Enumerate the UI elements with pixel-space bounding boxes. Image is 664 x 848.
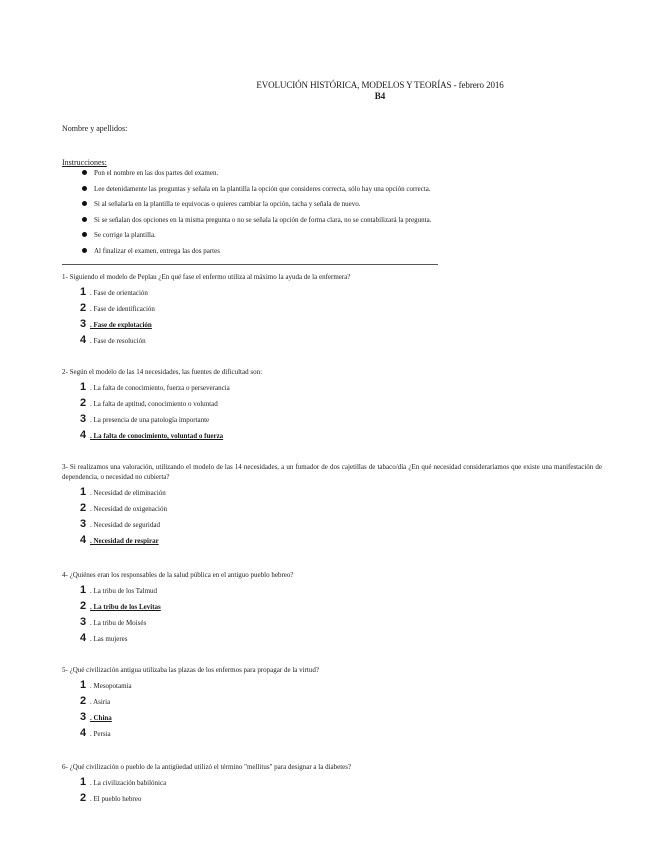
option: 3 . La tribu de Moisés	[80, 616, 147, 628]
option: 2 . La falta de aptitud, conocimiento o voluntad	[80, 397, 218, 409]
question-4	[62, 570, 602, 647]
instruction-item: Al finalizar el examen, entrega las dos partes	[80, 246, 431, 262]
bullet-icon	[82, 232, 87, 237]
question-text: 6- ¿Qué civilización o pueblo de la antigüedad utilizó el término "mellitus" para designar a la diabetes?	[62, 763, 352, 771]
option-correct: 2 . La tribu de los Levitas	[80, 600, 161, 612]
instruction-item: Se corrige la plantilla.	[80, 230, 431, 246]
question-text: 5- ¿Qué civilización antigua utilizaba las plazas de los enfermos para propagar de la virtud?	[62, 666, 319, 674]
option: 2 . Necesidad de oxigenación	[80, 502, 167, 514]
bullet-icon	[82, 248, 87, 253]
name-field-label: Nombre y apellidos:	[62, 124, 128, 133]
bullet-icon	[82, 201, 87, 206]
options-list	[80, 380, 602, 444]
question-text: 2- Según el modelo de las 14 necesidades, las fuentes de dificultad son:	[62, 368, 263, 376]
option-correct: 3 . Fase de explotación	[80, 318, 152, 330]
option: 1 . La tribu de los Talmud	[80, 584, 158, 596]
option: 1 . Necesidad de eliminación	[80, 486, 166, 498]
instructions-title: Instrucciones:	[62, 158, 107, 167]
options-list	[80, 678, 602, 742]
question-2	[62, 367, 602, 444]
option: 3 . Necesidad de seguridad	[80, 518, 160, 530]
instruction-item: Lee detenidamente las preguntas y señala en la plantilla la opción que consideres correcta, sólo hay una opción correcta.	[80, 184, 431, 200]
option: 2 . Fase de identificación	[80, 302, 155, 314]
bullet-icon	[82, 186, 87, 191]
option: 1 . La civilización babilónica	[80, 776, 167, 788]
question-text: 3- Si realizamos una valoración, utilizando el modelo de las 14 necesidades, a un fumador de dos cajetillas de tabaco/día ¿En qué necesidad consideraríamos que existe una manifestación de dependencia, o necesidad no cubierta?	[62, 463, 602, 481]
option: 4 . Fase de resolución	[80, 334, 146, 346]
instruction-item: Si se señalan dos opciones en la misma pregunta o no se señala la opción de forma clara, no se contabilizará la pregunta.	[80, 215, 431, 231]
option-correct: 3 . China	[80, 711, 112, 723]
question-text: 4- ¿Quiénes eran los responsables de la salud pública en el antiguo pueblo hebreo?	[62, 571, 294, 579]
option-correct: 4 . Necesidad de respirar	[80, 534, 159, 546]
options-list	[80, 583, 602, 647]
question-text: 1- Siguiendo el modelo de Peplau ¿En qué fase el enfermo utiliza al máximo la ayuda de la enfermera?	[62, 273, 351, 281]
options-list	[80, 775, 602, 807]
exam-version: B4	[374, 91, 386, 101]
option: 2 . Asiria	[80, 695, 111, 707]
bullet-icon	[82, 217, 87, 222]
divider	[62, 264, 438, 265]
option: 1 . Mesopotamia	[80, 679, 132, 691]
options-list	[80, 485, 602, 549]
instruction-item: Pon el nombre en las dos partes del examen.	[80, 168, 431, 184]
question-5	[62, 665, 602, 742]
question-6	[62, 762, 602, 807]
question-1	[62, 272, 602, 349]
option: 1 . Fase de orientación	[80, 286, 148, 298]
question-3	[62, 462, 602, 549]
options-list	[80, 285, 602, 349]
instructions-list	[80, 168, 431, 261]
option: 4 . Persia	[80, 727, 111, 739]
exam-title: EVOLUCIÓN HISTÓRICA, MODELOS Y TEORÍAS - febrero 2016	[256, 80, 504, 90]
instruction-item: Si al señalarla en la plantilla te equivocas o quieres cambiar la opción, tacha y señala de nuevo.	[80, 199, 431, 215]
option: 1 . La falta de conocimiento, fuerza o perseverancia	[80, 381, 230, 393]
option-correct: 4 . La falta de conocimiento, voluntad o fuerza	[80, 429, 224, 441]
option: 4 . Las mujeres	[80, 632, 128, 644]
option: 2 . El pueblo hebreo	[80, 792, 142, 804]
option: 3 . La presencia de una patología importante	[80, 413, 210, 425]
bullet-icon	[82, 170, 87, 175]
